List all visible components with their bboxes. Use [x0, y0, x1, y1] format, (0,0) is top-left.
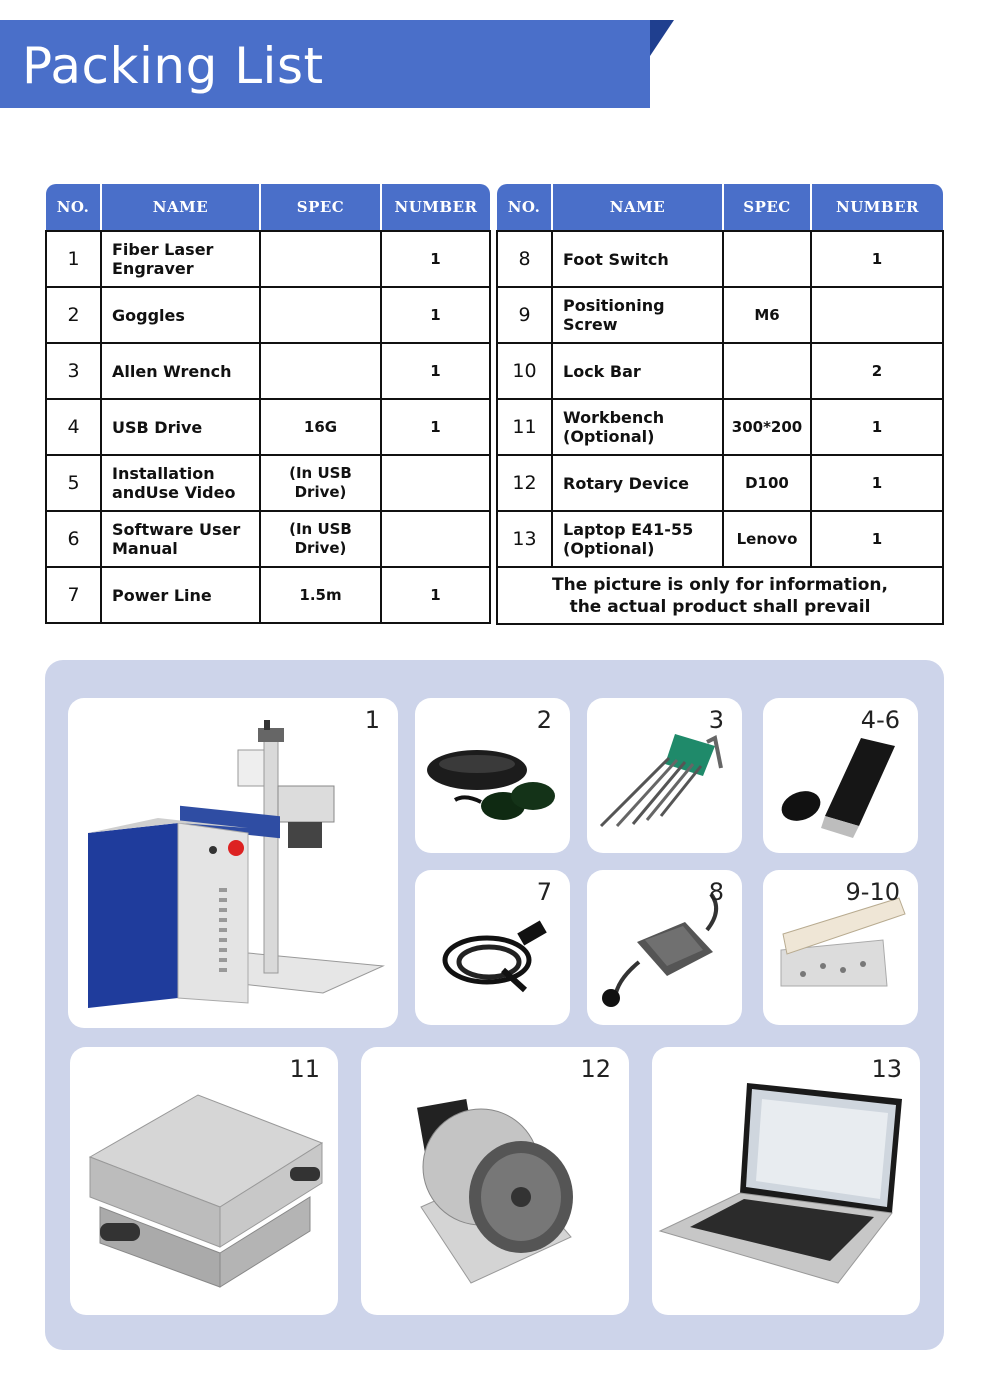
col-header-name: NAME: [101, 184, 260, 231]
cell-spec: M6: [723, 287, 811, 343]
cell-spec: 1.5m: [260, 567, 381, 623]
col-header-no: NO.: [497, 184, 552, 231]
table-row: [497, 287, 943, 343]
cell-no: 3: [46, 343, 101, 399]
photo-label: 4-6: [860, 706, 900, 734]
cell-no: 5: [46, 455, 101, 511]
table-row: [497, 231, 943, 287]
col-header-spec: SPEC: [260, 184, 381, 231]
photo-card-allen-wrench: [587, 698, 742, 853]
cell-spec: 300*200: [723, 399, 811, 455]
cell-spec: 16G: [260, 399, 381, 455]
col-header-spec: SPEC: [723, 184, 811, 231]
cell-number: 1: [811, 399, 943, 455]
table-row: [46, 511, 490, 567]
col-header-number: NUMBER: [811, 184, 943, 231]
cell-name: Goggles: [101, 287, 260, 343]
cell-spec: [723, 343, 811, 399]
photo-label: 11: [289, 1055, 320, 1083]
photo-label: 13: [871, 1055, 902, 1083]
cell-number: [381, 511, 490, 567]
photo-card-laser-engraver: [68, 698, 398, 1028]
cell-name: Fiber Laser Engraver: [101, 231, 260, 287]
cell-no: 7: [46, 567, 101, 623]
cell-name: Lock Bar: [552, 343, 723, 399]
photo-card-rotary-device: [361, 1047, 629, 1315]
cell-name: Rotary Device: [552, 455, 723, 511]
cell-number: 1: [811, 455, 943, 511]
page-title: Packing List: [22, 37, 324, 95]
cell-no: 1: [46, 231, 101, 287]
cell-no: 2: [46, 287, 101, 343]
col-header-name: NAME: [552, 184, 723, 231]
cell-no: 12: [497, 455, 552, 511]
table-row: [46, 287, 490, 343]
photo-label: 8: [708, 878, 724, 906]
packing-table-left: [45, 184, 491, 624]
disclaimer-line-1: The picture is only for information,: [552, 574, 888, 595]
cell-no: 10: [497, 343, 552, 399]
table-row: [497, 511, 943, 567]
banner-corner: [650, 20, 674, 56]
cell-number: [811, 287, 943, 343]
cell-no: 11: [497, 399, 552, 455]
cell-number: 1: [381, 287, 490, 343]
cell-no: 9: [497, 287, 552, 343]
cell-name: Software User Manual: [101, 511, 260, 567]
cell-spec: (In USB Drive): [260, 455, 381, 511]
cell-name: Positioning Screw: [552, 287, 723, 343]
table-row: [46, 399, 490, 455]
photo-label: 1: [364, 706, 380, 734]
laser-engraver-icon: [68, 698, 398, 1028]
cell-spec: [260, 231, 381, 287]
disclaimer-note: [497, 567, 943, 624]
cell-number: 1: [381, 343, 490, 399]
table-row: [46, 343, 490, 399]
cell-spec: [260, 343, 381, 399]
col-header-number: NUMBER: [381, 184, 490, 231]
cell-no: 4: [46, 399, 101, 455]
cell-name: Foot Switch: [552, 231, 723, 287]
cell-no: 6: [46, 511, 101, 567]
table-row: [46, 567, 490, 623]
cell-name: Installation andUse Video: [101, 455, 260, 511]
cell-spec: [260, 287, 381, 343]
cell-number: 1: [811, 511, 943, 567]
table-row: [497, 399, 943, 455]
cell-spec: D100: [723, 455, 811, 511]
cell-number: 2: [811, 343, 943, 399]
laptop-icon: [652, 1047, 920, 1315]
cell-name: Power Line: [101, 567, 260, 623]
product-photo-panel: [45, 660, 944, 1350]
disclaimer-row: [497, 567, 943, 624]
packing-table-right: [496, 184, 944, 625]
cell-name: USB Drive: [101, 399, 260, 455]
photo-card-workbench: [70, 1047, 338, 1315]
photo-card-usb-drive: [763, 698, 918, 853]
photo-card-foot-switch: [587, 870, 742, 1025]
cell-spec: (In USB Drive): [260, 511, 381, 567]
cell-number: 1: [381, 567, 490, 623]
photo-card-positioning-screw: [763, 870, 918, 1025]
photo-card-laptop: [652, 1047, 920, 1315]
photo-card-goggles: [415, 698, 570, 853]
photo-card-power-line: [415, 870, 570, 1025]
table-row: [497, 455, 943, 511]
photo-label: 12: [580, 1055, 611, 1083]
cell-number: 1: [811, 231, 943, 287]
cell-name: Laptop E41-55 (Optional): [552, 511, 723, 567]
cell-no: 13: [497, 511, 552, 567]
photo-label: 9-10: [845, 878, 900, 906]
col-header-no: NO.: [46, 184, 101, 231]
table-row: [46, 455, 490, 511]
table-row: [497, 343, 943, 399]
photo-label: 3: [708, 706, 724, 734]
photo-label: 7: [536, 878, 552, 906]
cell-name: Workbench (Optional): [552, 399, 723, 455]
cell-spec: Lenovo: [723, 511, 811, 567]
cell-name: Allen Wrench: [101, 343, 260, 399]
photo-label: 2: [536, 706, 552, 734]
disclaimer-line-2: the actual product shall prevail: [569, 596, 871, 617]
rotary-device-icon: [361, 1047, 629, 1315]
workbench-icon: [70, 1047, 338, 1315]
cell-number: 1: [381, 399, 490, 455]
cell-spec: [723, 231, 811, 287]
table-row: [46, 231, 490, 287]
cell-number: 1: [381, 231, 490, 287]
cell-no: 8: [497, 231, 552, 287]
cell-number: [381, 455, 490, 511]
